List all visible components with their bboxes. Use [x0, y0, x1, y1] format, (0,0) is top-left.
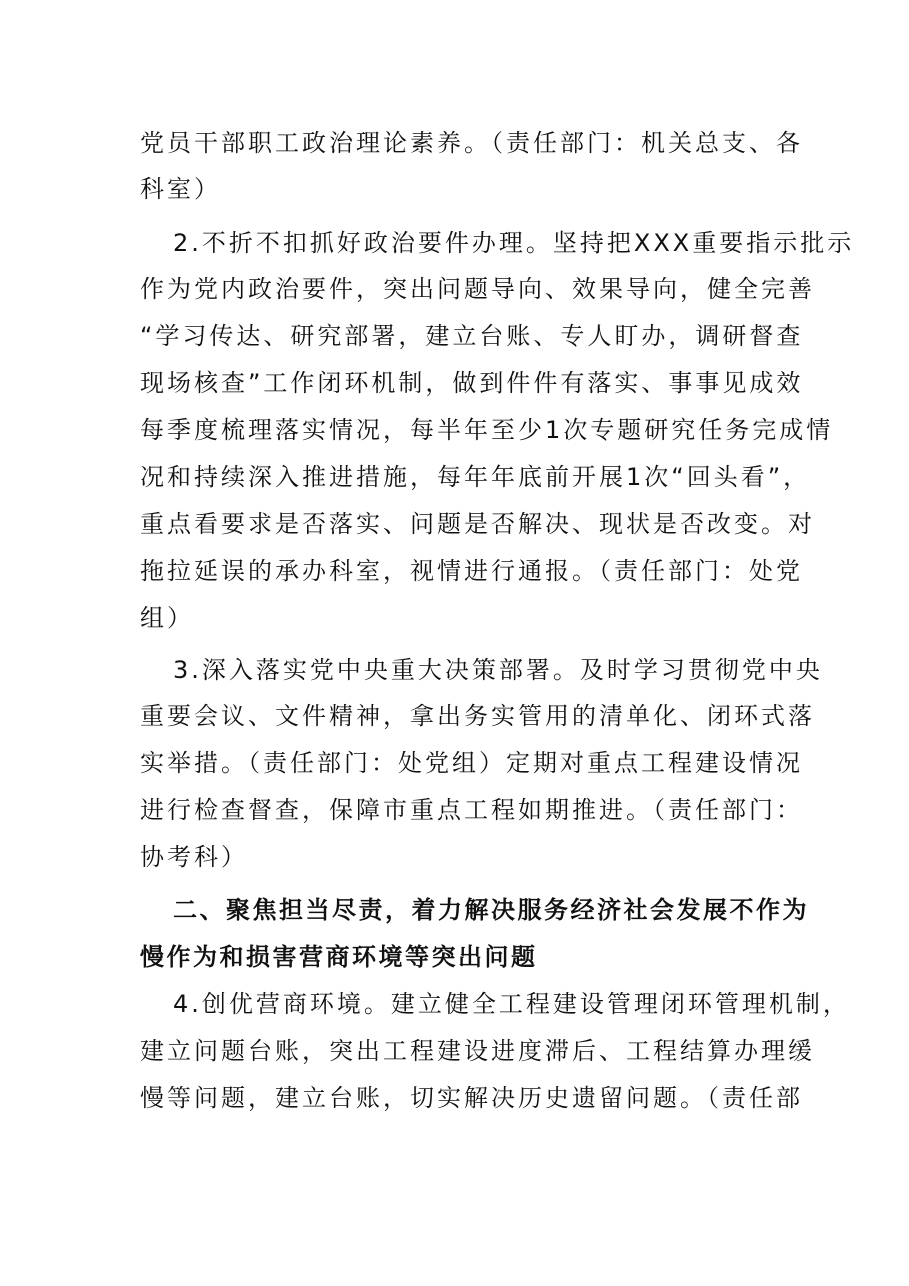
section-heading-line-2: 慢作为和损害营商环境等突出问题 — [140, 943, 538, 971]
paragraph-2-line-8: 拖拉延误的承办科室，视情进行通报。（责任部门：处党 — [140, 557, 803, 585]
paragraph-4-line-3: 慢等问题，建立台账，切实解决历史遗留问题。（责任部 — [140, 1084, 803, 1112]
paragraph-4-line-2: 建立问题台账，突出工程建设进度滞后、工程结算办理缓 — [140, 1037, 815, 1065]
paragraph-2-line-6: 况和持续深入推进措施，每年年底前开展1次“回头看”， — [140, 463, 811, 491]
paragraph-3-line-4: 进行检查督查，保障市重点工程如期推进。（责任部门： — [140, 796, 803, 824]
paragraph-1-line-2: 科室） — [140, 175, 221, 203]
paragraph-2-line-3: “学习传达、研究部署，建立台账、专人盯办，调研督查 — [140, 322, 804, 350]
paragraph-3-line-2: 重要会议、文件精神，拿出务实管用的清单化、闭环式落 — [140, 702, 815, 730]
paragraph-2-line-7: 重点看要求是否落实、问题是否解决、现状是否改变。对 — [140, 510, 815, 538]
paragraph-2-line-9: 组） — [140, 604, 194, 632]
paragraph-2-line-4: 现场核查”工作闭环机制，做到件件有落实、事事见成效 — [140, 369, 804, 397]
paragraph-2-line-1: 2.不折不扣抓好政治要件办理。坚持把XXX重要指示批示 — [173, 229, 855, 257]
paragraph-4-line-1: 4.创优营商环境。建立健全工程建设管理闭环管理机制， — [173, 990, 850, 1018]
paragraph-3-line-3: 实举措。（责任部门：处党组）定期对重点工程建设情况 — [140, 749, 803, 777]
paragraph-3-line-1: 3.深入落实党中央重大决策部署。及时学习贯彻党中央 — [173, 656, 823, 684]
paragraph-2-line-2: 作为党内政治要件，突出问题导向、效果导向，健全完善 — [140, 275, 815, 303]
paragraph-3-line-5: 协考科） — [140, 843, 248, 871]
section-heading-line-1: 二、聚焦担当尽责，着力解决服务经济社会发展不作为 — [173, 896, 809, 924]
paragraph-2-line-5: 每季度梳理落实情况，每半年至少1次专题研究任务完成情 — [140, 416, 834, 444]
paragraph-1-line-1: 党员干部职工政治理论素养。（责任部门：机关总支、各 — [140, 129, 803, 157]
